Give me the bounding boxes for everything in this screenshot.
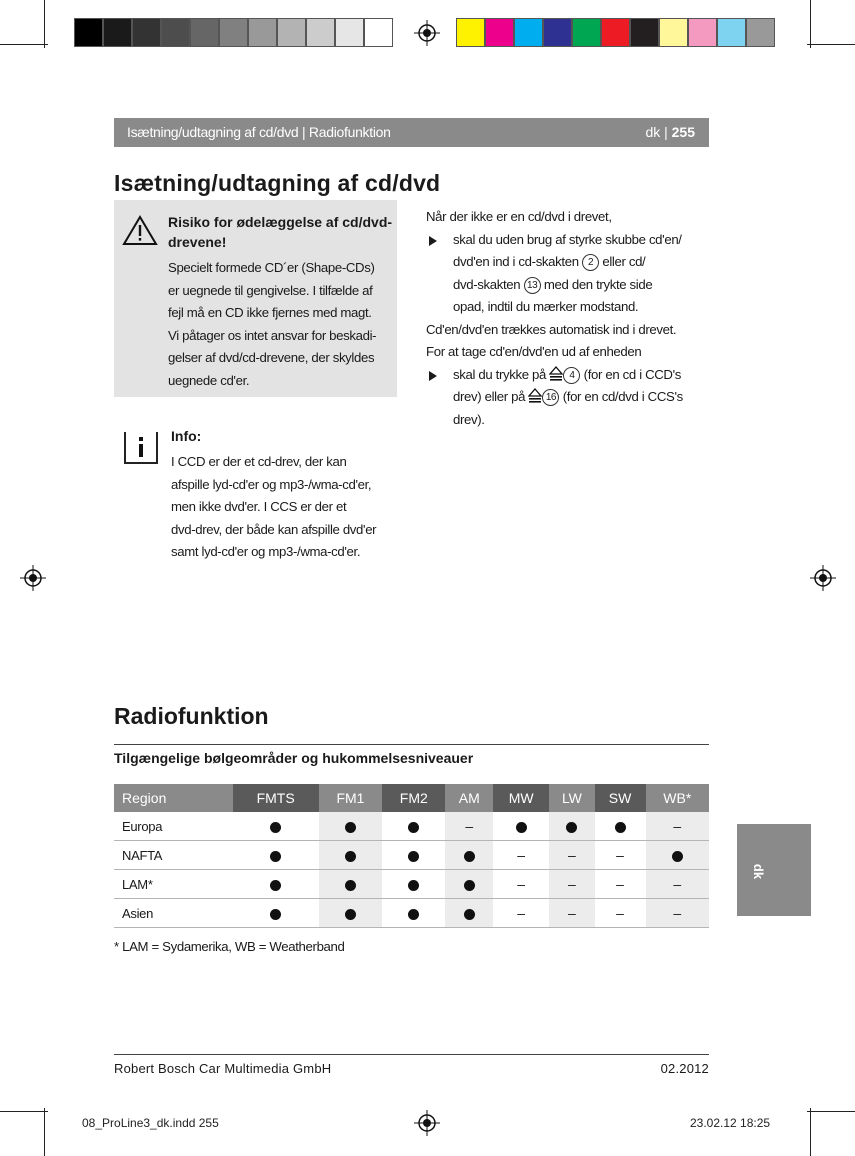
color-swatch	[306, 18, 335, 47]
available-dot-icon	[345, 851, 356, 862]
available-dot-icon	[566, 822, 577, 833]
color-swatch	[248, 18, 277, 47]
info-line: afspille lyd-cd'er og mp3-/wma-cd'er,	[171, 476, 372, 492]
table-row	[114, 899, 709, 928]
available-dot-icon	[516, 822, 527, 833]
available-dot-icon	[464, 909, 475, 920]
available-dot-icon	[408, 909, 419, 920]
text: dvd-skakten	[453, 276, 521, 292]
band-table	[114, 784, 709, 928]
registration-mark-icon	[414, 20, 440, 46]
band-cell: –	[493, 870, 549, 899]
table-header-row	[114, 784, 709, 812]
region-cell: NAFTA	[114, 841, 233, 870]
available-dot-icon	[672, 851, 683, 862]
warning-line: er uegnede til gengivelse. I tilfælde af	[168, 282, 373, 298]
info-text	[171, 451, 401, 564]
footnote: * LAM = Sydamerika, WB = Weatherband	[114, 939, 345, 954]
paragraph: Cd'en/dvd'en trækkes automatisk ind i drevet.	[426, 321, 677, 337]
header-lang: dk |	[645, 124, 668, 140]
bullet-arrow-icon	[429, 236, 437, 246]
warning-line: uegnede cd'er.	[168, 372, 250, 388]
band-cell: –	[595, 870, 646, 899]
table-row	[114, 870, 709, 899]
bullet-line: skal du uden brug af styrke skubbe cd'en/	[453, 231, 682, 247]
available-dot-icon	[464, 880, 475, 891]
band-cell: –	[549, 899, 594, 928]
text: eller cd/	[602, 254, 646, 269]
bullet-line	[453, 364, 716, 387]
text: (for en cd/dvd i CCS's	[562, 389, 683, 404]
region-cell: Asien	[114, 899, 233, 928]
registration-mark-icon	[414, 1110, 440, 1136]
footer-date: 02.2012	[660, 1061, 709, 1076]
region-cell: Europa	[114, 812, 233, 841]
info-line: I CCD er der et cd-drev, der kan	[171, 454, 347, 469]
band-cell: –	[549, 841, 594, 870]
available-dot-icon	[464, 851, 475, 862]
column-header: MW	[493, 784, 549, 812]
warning-line: gelser af dvd/cd-drevene, der skyldes	[168, 350, 375, 365]
band-cell	[233, 841, 319, 870]
text: med den trykte side	[543, 276, 653, 292]
color-swatch	[103, 18, 132, 47]
info-title: Info:	[171, 428, 202, 444]
language-tab-label: dk	[751, 863, 767, 880]
crop-mark	[810, 1108, 811, 1156]
eject-icon	[549, 366, 563, 381]
color-swatch	[219, 18, 248, 47]
paragraph: Når der ikke er en cd/dvd i drevet,	[426, 209, 612, 224]
available-dot-icon	[408, 851, 419, 862]
band-cell: –	[646, 899, 709, 928]
warning-text	[168, 257, 397, 392]
info-line: samt lyd-cd'er og mp3-/wma-cd'er.	[171, 544, 361, 559]
callout-number: 13	[524, 277, 541, 294]
color-swatch	[161, 18, 190, 47]
available-dot-icon	[408, 880, 419, 891]
color-swatch	[659, 18, 688, 47]
color-swatch	[74, 18, 103, 47]
band-cell	[382, 870, 445, 899]
column-header: FMTS	[233, 784, 319, 812]
column-header: SW	[595, 784, 646, 812]
warning-title: Risiko for ødelæggelse af cd/dvd-drevene!	[168, 214, 393, 250]
callout-number: 2	[582, 254, 599, 271]
crop-mark	[0, 1111, 48, 1112]
callout-number: 16	[542, 389, 559, 406]
header-section-title: Isætning/udtagning af cd/dvd | Radiofunktion	[127, 124, 391, 140]
color-swatch	[601, 18, 630, 47]
crop-mark	[44, 0, 45, 48]
available-dot-icon	[270, 909, 281, 920]
color-swatch	[485, 18, 514, 47]
page-number: 255	[671, 124, 695, 140]
band-cell	[646, 841, 709, 870]
info-line: men ikke dvd'er. I CCS er der et	[171, 499, 347, 514]
color-swatch	[514, 18, 543, 47]
text: dvd'en ind i cd-skakten	[453, 254, 579, 269]
column-header: WB*	[646, 784, 709, 812]
band-cell: –	[549, 870, 594, 899]
band-cell	[233, 812, 319, 841]
slug-timestamp: 23.02.12 18:25	[690, 1116, 771, 1130]
running-header	[114, 118, 709, 147]
band-cell	[233, 899, 319, 928]
band-cell	[445, 841, 493, 870]
crop-mark	[44, 1108, 45, 1156]
bullet-insert	[426, 229, 716, 319]
band-cell	[595, 812, 646, 841]
column-header: FM1	[319, 784, 382, 812]
available-dot-icon	[345, 909, 356, 920]
warning-triangle-icon	[122, 214, 158, 246]
color-swatch	[335, 18, 364, 47]
warning-line: fejl må en CD ikke fjernes med magt.	[168, 305, 372, 320]
band-cell: –	[493, 841, 549, 870]
warning-line: Vi påtager os intet ansvar for beskadi-	[168, 327, 377, 343]
band-cell	[319, 899, 382, 928]
table-body	[114, 812, 709, 928]
band-cell: –	[445, 812, 493, 841]
bullet-line	[453, 386, 716, 409]
footer-divider	[114, 1054, 709, 1055]
slug-filename: 08_ProLine3_dk.indd 255	[82, 1116, 219, 1130]
eject-icon	[528, 388, 542, 403]
callout-number: 4	[563, 367, 580, 384]
divider	[114, 744, 709, 745]
crop-mark	[810, 0, 811, 48]
header-page-number	[645, 124, 695, 140]
band-cell	[493, 812, 549, 841]
bullet-eject	[426, 364, 716, 432]
available-dot-icon	[270, 822, 281, 833]
available-dot-icon	[615, 822, 626, 833]
available-dot-icon	[270, 851, 281, 862]
color-swatch	[277, 18, 306, 47]
color-swatch	[132, 18, 161, 47]
available-dot-icon	[345, 822, 356, 833]
color-swatch	[630, 18, 659, 47]
color-swatch	[572, 18, 601, 47]
band-cell	[233, 870, 319, 899]
region-cell: LAM*	[114, 870, 233, 899]
color-swatch	[364, 18, 393, 47]
band-cell	[382, 841, 445, 870]
color-swatch	[543, 18, 572, 47]
color-swatch	[456, 18, 485, 47]
band-cell	[382, 899, 445, 928]
registration-mark-icon	[20, 565, 46, 591]
section-title-cd: Isætning/udtagning af cd/dvd	[114, 170, 441, 196]
band-cell	[319, 812, 382, 841]
crop-mark	[807, 1111, 855, 1112]
crop-mark	[0, 44, 48, 45]
band-cell	[382, 812, 445, 841]
band-cell	[445, 899, 493, 928]
color-swatch	[717, 18, 746, 47]
footer-company: Robert Bosch Car Multimedia GmbH	[114, 1061, 332, 1076]
subsection-title: Tilgængelige bølgeområder og hukommelsesniveauer	[114, 750, 474, 766]
bullet-line	[453, 274, 716, 297]
column-header: FM2	[382, 784, 445, 812]
info-line: dvd-drev, der både kan afspille dvd'er	[171, 521, 377, 537]
band-cell	[319, 841, 382, 870]
language-tab	[737, 824, 811, 916]
bullet-line	[453, 251, 716, 274]
table-row	[114, 841, 709, 870]
available-dot-icon	[345, 880, 356, 891]
band-cell	[445, 870, 493, 899]
color-swatch	[746, 18, 775, 47]
band-cell: –	[493, 899, 549, 928]
info-icon	[124, 432, 158, 464]
warning-line: Specielt formede CD´er (Shape-CDs)	[168, 260, 375, 275]
band-cell: –	[646, 812, 709, 841]
instructions-column	[426, 206, 716, 431]
paragraph: For at tage cd'en/dvd'en ud af enheden	[426, 344, 642, 359]
column-header: AM	[445, 784, 493, 812]
text: skal du trykke på	[453, 366, 547, 382]
warning-box	[114, 200, 397, 397]
registration-mark-icon	[810, 565, 836, 591]
color-swatch	[688, 18, 717, 47]
band-cell	[319, 870, 382, 899]
crop-mark	[807, 44, 855, 45]
bullet-line: drev).	[453, 411, 485, 427]
color-swatch	[190, 18, 219, 47]
page-footer	[114, 1061, 709, 1076]
band-cell: –	[595, 899, 646, 928]
band-cell: –	[595, 841, 646, 870]
table-row	[114, 812, 709, 841]
text: (for en cd i CCD's	[583, 366, 682, 382]
bullet-arrow-icon	[429, 371, 437, 381]
section-title-radio: Radiofunktion	[114, 703, 269, 729]
text: drev) eller på	[453, 389, 526, 404]
available-dot-icon	[270, 880, 281, 891]
column-header: LW	[549, 784, 594, 812]
bullet-line: opad, indtil du mærker modstand.	[453, 299, 639, 314]
available-dot-icon	[408, 822, 419, 833]
band-cell: –	[646, 870, 709, 899]
band-cell	[549, 812, 594, 841]
column-header: Region	[114, 784, 233, 812]
